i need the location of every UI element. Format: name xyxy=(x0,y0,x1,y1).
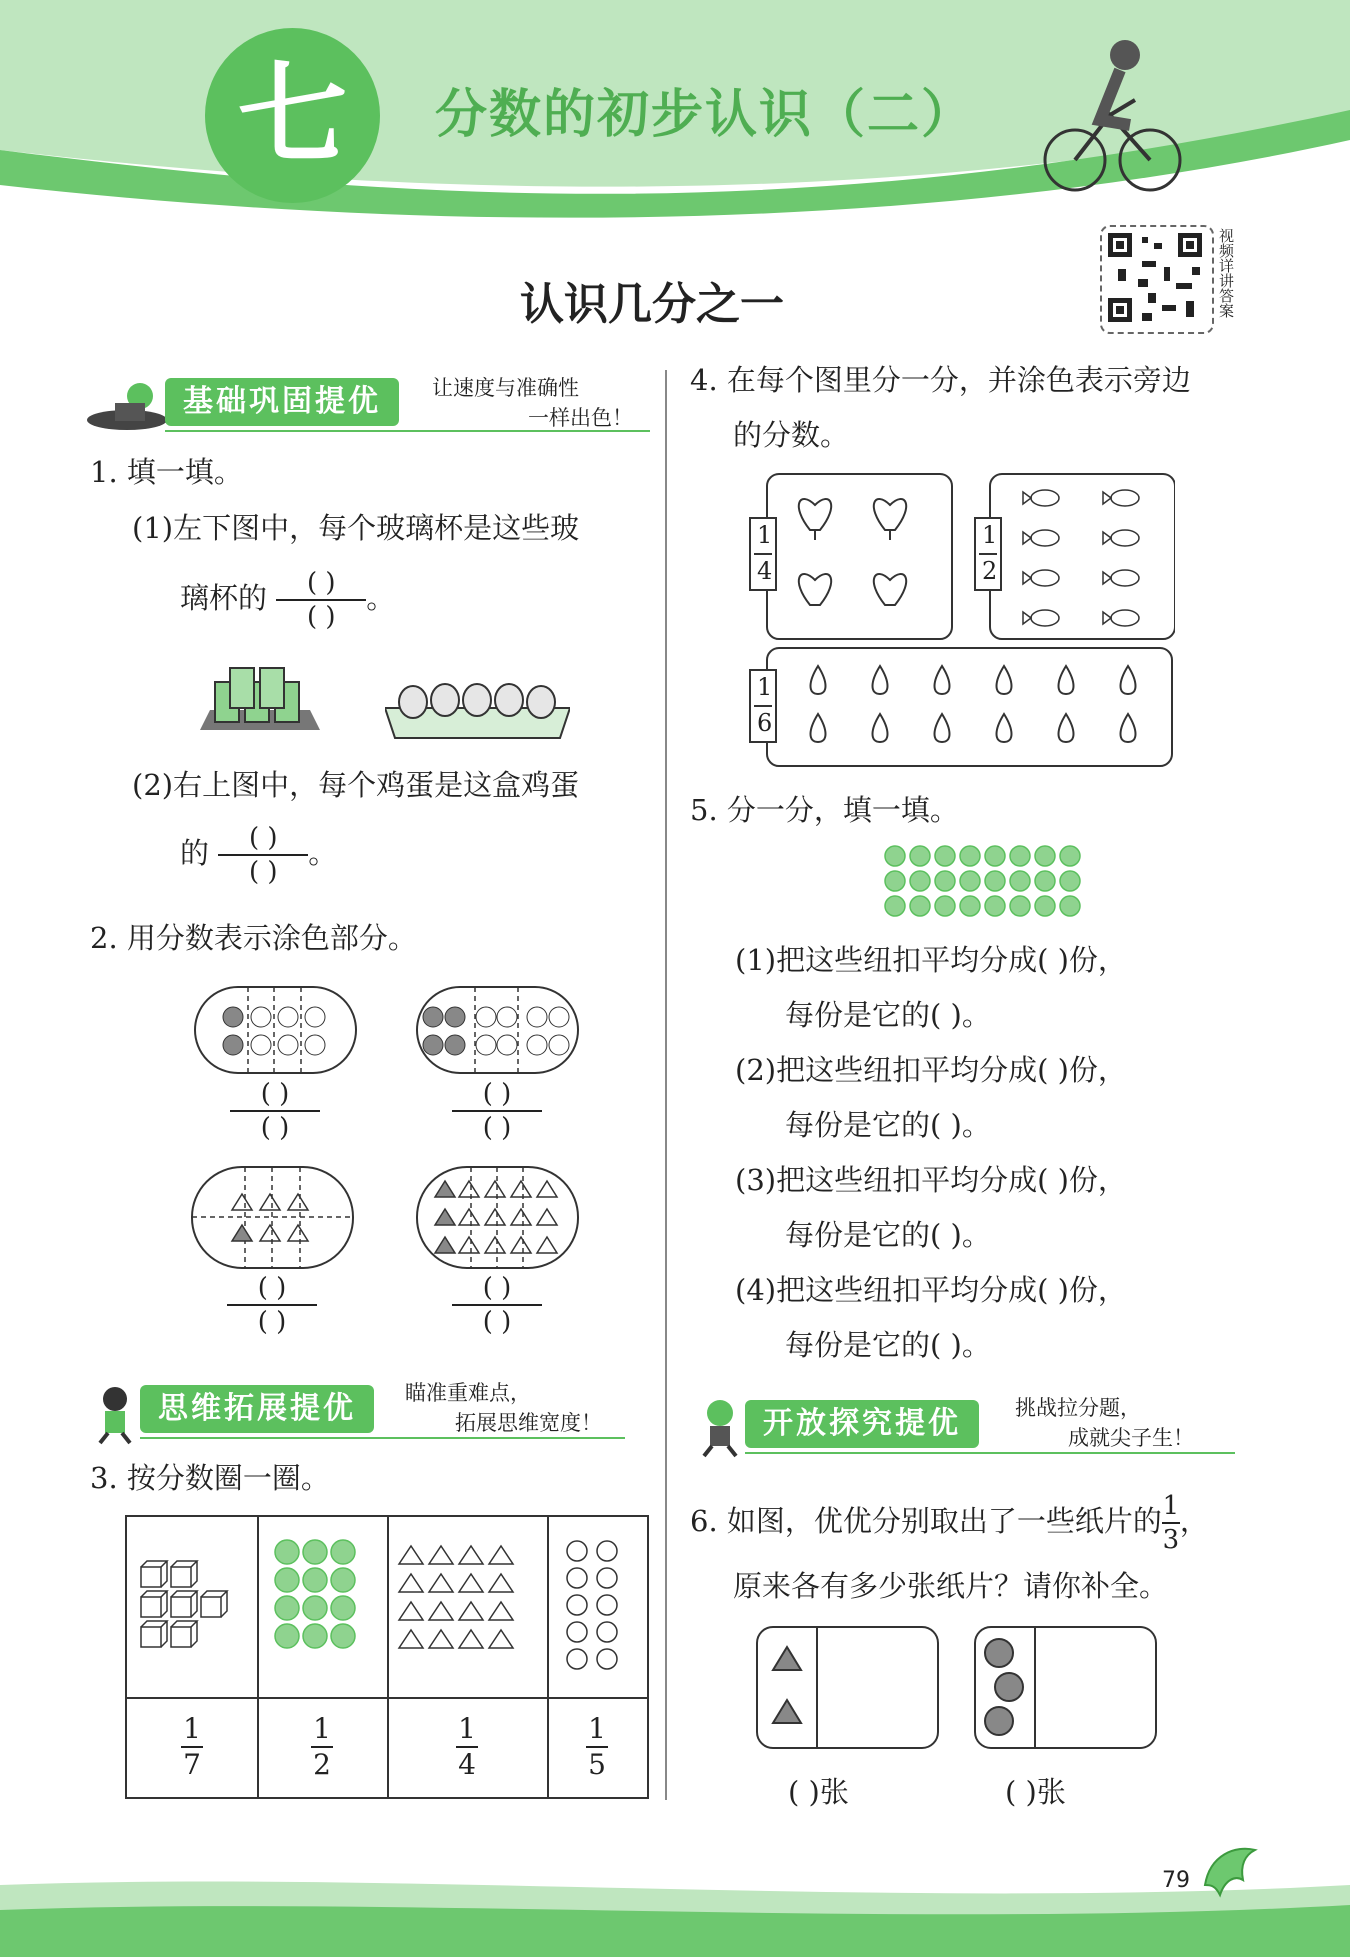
unit-number-badge: 七 xyxy=(205,28,380,203)
q3-fraction-3: 1 4 xyxy=(437,1712,497,1782)
section1-motto-line2: 一样出色！ xyxy=(528,406,633,430)
column-divider xyxy=(665,370,667,1800)
page-number: 79 xyxy=(1162,1868,1190,1893)
q1-part1-line1: (1)左下图中，每个玻璃杯是这些玻 xyxy=(132,511,580,545)
dolphin-icon xyxy=(1195,1835,1265,1905)
egg-carton-illustration xyxy=(385,680,570,740)
q5-item2-line2: 每份是它的( )。 xyxy=(785,1108,991,1142)
q1-title: 1. 填一填。 xyxy=(90,455,243,489)
q4-label-2-den: 2 xyxy=(982,557,998,585)
section1-motto-line1: 让速度与准确性 xyxy=(432,376,579,400)
cyclists-illustration xyxy=(1040,30,1190,195)
q5-item2-line1: (2)把这些纽扣平均分成( )份， xyxy=(735,1053,1127,1087)
section2-motto-line1: 瞄准重难点， xyxy=(405,1381,531,1405)
q5-title: 5. 分一分，填一填。 xyxy=(690,793,959,827)
q3-cubes xyxy=(139,1557,249,1667)
section2-motto-line2: 拓展思维宽度！ xyxy=(455,1411,602,1435)
q3-fraction-2: 1 2 xyxy=(292,1712,352,1782)
glass-cups-illustration xyxy=(200,660,320,740)
section2-mascot xyxy=(90,1385,140,1445)
q2-answer-2[interactable]: ( ) ( ) xyxy=(452,1078,542,1144)
q4-title-line2: 的分数。 xyxy=(733,418,850,452)
q1-part2-line1: (2)右上图中，每个鸡蛋是这盒鸡蛋 xyxy=(132,768,580,802)
q2-answer-4[interactable]: ( ) ( ) xyxy=(452,1272,542,1338)
lesson-title: 认识几分之一 xyxy=(520,279,784,330)
q2-title: 2. 用分数表示涂色部分。 xyxy=(90,921,417,955)
qr-label: 视频详讲答案 xyxy=(1217,228,1235,318)
q3-title: 3. 按分数圈一圈。 xyxy=(90,1461,330,1495)
q4-label-3-num: 1 xyxy=(757,673,773,701)
q1-part1-fraction-blank[interactable]: $\frac{( )}{( )}$ xyxy=(276,567,366,633)
q5-item4-line2: 每份是它的( )。 xyxy=(785,1328,991,1362)
q6-line2: 原来各有多少张纸片？请你补全。 xyxy=(733,1569,1169,1603)
q6-line1: 6. 如图，优优分别取出了一些纸片的 $\frac{1}{3}$ ， xyxy=(690,1491,1209,1555)
q3-table xyxy=(125,1515,649,1799)
q6-card-circles xyxy=(973,1625,1158,1750)
q2-figure-3 xyxy=(190,1165,355,1270)
q4-label-1-den: 4 xyxy=(757,557,773,585)
footer-band xyxy=(0,1870,1350,1957)
section1-banner: 基础巩固提优 xyxy=(165,378,399,426)
q4-label-2-num: 1 xyxy=(982,521,998,549)
q4-label-1-num: 1 xyxy=(757,521,773,549)
q5-item1-line2: 每份是它的( )。 xyxy=(785,998,991,1032)
q5-item3-line2: 每份是它的( )。 xyxy=(785,1218,991,1252)
q3-triangles xyxy=(397,1542,537,1672)
q6-card-triangles xyxy=(755,1625,940,1750)
q4-label-3-den: 6 xyxy=(757,709,773,737)
q6-answer-2[interactable]: ( )张 xyxy=(1005,1775,1066,1809)
q3-fraction-4: 1 5 xyxy=(567,1712,627,1782)
q3-balls xyxy=(267,1537,377,1687)
q4-figures xyxy=(745,470,1175,770)
q2-answer-3[interactable]: ( ) ( ) xyxy=(227,1272,317,1338)
q5-buttons-illustration xyxy=(880,843,1095,923)
unit-title: 分数的初步认识（二） xyxy=(435,85,976,145)
q2-answer-1[interactable]: ( ) ( ) xyxy=(230,1078,320,1144)
q2-figure-4 xyxy=(415,1165,580,1270)
q6-fraction: $\frac{1}{3}$ xyxy=(1162,1491,1180,1555)
q5-item3-line1: (3)把这些纽扣平均分成( )份， xyxy=(735,1163,1127,1197)
q5-item4-line1: (4)把这些纽扣平均分成( )份， xyxy=(735,1273,1127,1307)
section3-banner: 开放探究提优 xyxy=(745,1400,979,1448)
q2-figure-1 xyxy=(193,985,358,1075)
q1-part1-line2: 璃杯的 $\frac{( )}{( )}$ 。 xyxy=(180,568,396,632)
section3-motto-line1: 挑战拉分题， xyxy=(1015,1396,1141,1420)
q6-answer-1[interactable]: ( )张 xyxy=(788,1775,849,1809)
q4-title-line1: 4. 在每个图里分一分，并涂色表示旁边 xyxy=(690,363,1191,397)
q5-item1-line1: (1)把这些纽扣平均分成( )份， xyxy=(735,943,1127,977)
section1-mascot xyxy=(85,378,170,433)
q1-part2-line2: 的 $\frac{( )}{( )}$ 。 xyxy=(180,823,338,887)
section3-mascot xyxy=(690,1398,750,1458)
qr-code[interactable] xyxy=(1100,225,1214,334)
q1-part2-fraction-blank[interactable]: $\frac{( )}{( )}$ xyxy=(218,822,308,888)
q3-fraction-1: 1 7 xyxy=(162,1712,222,1782)
q2-figure-2 xyxy=(415,985,580,1075)
q3-circles xyxy=(557,1539,637,1679)
section3-motto-line2: 成就尖子生！ xyxy=(1068,1426,1194,1450)
section2-banner: 思维拓展提优 xyxy=(140,1385,374,1433)
